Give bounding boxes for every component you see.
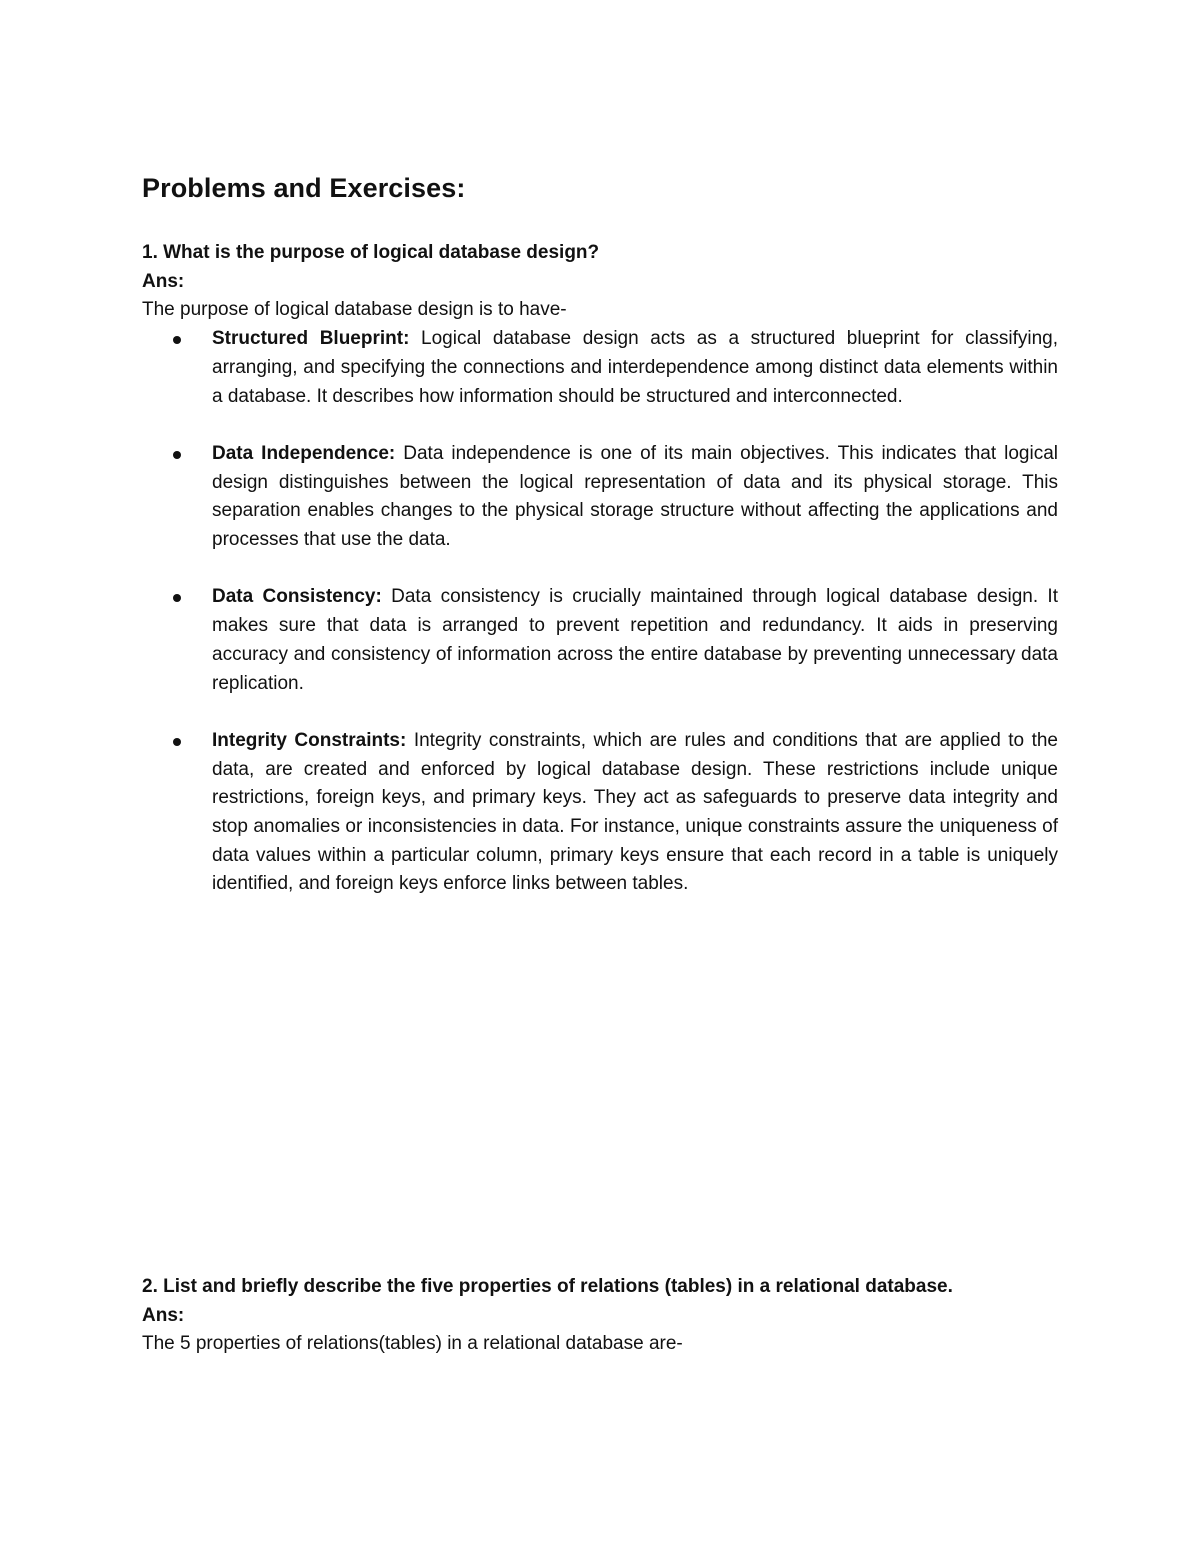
question-1-answer-label: Ans:: [142, 270, 185, 292]
question-1-block: [142, 239, 1062, 899]
question-2-answer-label: Ans:: [142, 1304, 185, 1326]
bullet-icon: [173, 336, 181, 344]
list-item: [212, 583, 1058, 698]
point-text: Logical database design acts as a structured blueprint for classifying, arranging, and specifying the connections and interdependence among distinct data elements within a database. It describes how information should be structured and interconnected.: [212, 328, 1059, 407]
question-1-intro: The purpose of logical database design is to have-: [142, 299, 567, 321]
question-1-bullet-list: [142, 325, 1062, 899]
question-2-block: [142, 1273, 1062, 1359]
list-item: [212, 727, 1058, 899]
bullet-icon: [173, 738, 181, 746]
list-item: [212, 440, 1058, 555]
list-item: [212, 325, 1058, 411]
bullet-icon: [173, 594, 181, 602]
point-term: Structured Blueprint:: [212, 328, 422, 350]
page-heading: Problems and Exercises:: [142, 173, 466, 203]
point-term: Data Independence:: [212, 442, 404, 464]
question-1-title: 1. What is the purpose of logical database design?: [142, 242, 600, 263]
point-text: Integrity constraints, which are rules and conditions that are applied to the data, are created and enforced by logical database design. These restrictions include unique restrictions, foreign keys, and primary keys. They act as safeguards to preserve data integrity and stop anomalies or inconsistencies in data. For instance, unique constraints assure the uniqueness of data values within a particular column, primary keys ensure that each record in a table is uniquely identified, and foreign keys enforce links between tables.: [212, 729, 1059, 895]
point-term: Data Consistency:: [212, 586, 392, 608]
question-2-intro: The 5 properties of relations(tables) in a relational database are-: [142, 1333, 683, 1355]
bullet-icon: [173, 451, 181, 459]
question-2-title: 2. List and briefly describe the five properties of relations (tables) in a relational database.: [142, 1276, 953, 1297]
point-term: Integrity Constraints:: [212, 729, 414, 751]
point-text: Data consistency is crucially maintained through logical database design. It makes sure that data is arranged to prevent repetition and redundancy. It aids in preserving accuracy and consistency of information across the entire database by preventing unnecessary data replication.: [212, 586, 1058, 694]
point-text: Data independence is one of its main objectives. This indicates that logical design distinguishes between the logical representation of data and its physical storage. This separation enables changes to the physical storage structure without affecting the applications and processes that use the data.: [212, 442, 1058, 551]
